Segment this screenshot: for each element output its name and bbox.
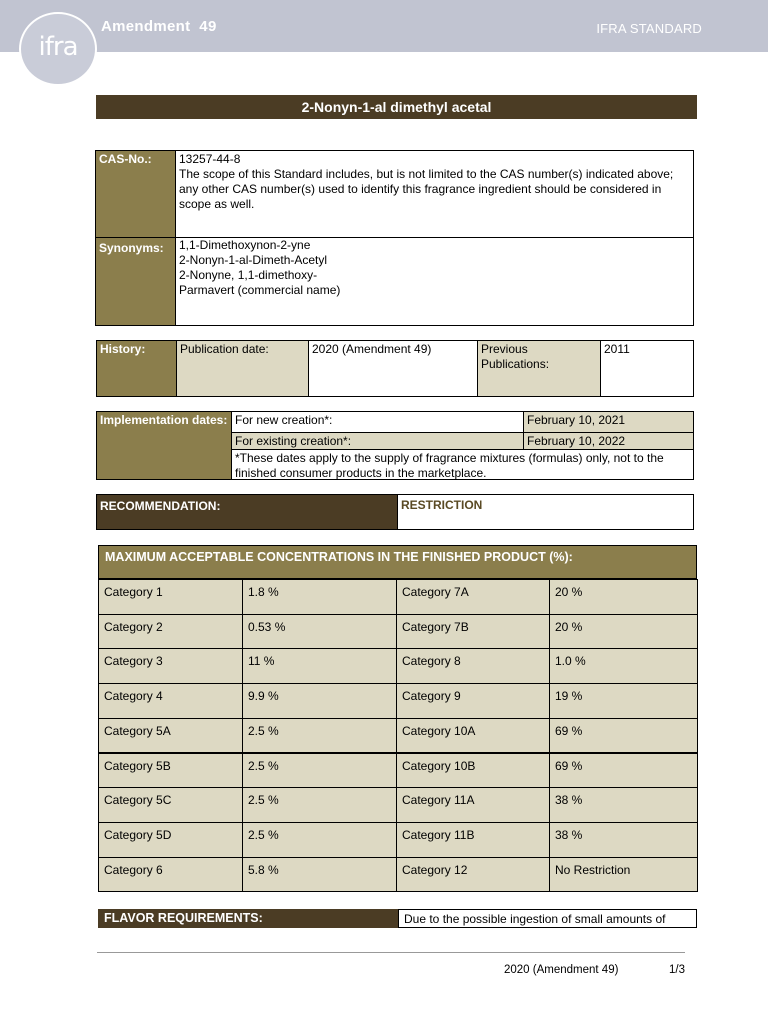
category-limit: 11 % [242, 648, 398, 684]
implementation-note: *These dates apply to the supply of fragrance mixtures (formulas) only, not to the finished consumer products in the marketplace. [231, 449, 694, 480]
synonyms-label: Synonyms: [95, 237, 176, 326]
new-creation-date: February 10, 2021 [523, 411, 694, 433]
category-limit: No Restriction [549, 857, 698, 893]
category-name: Category 8 [396, 648, 551, 684]
cas-content [175, 150, 694, 238]
category-name: Category 5C [98, 787, 244, 823]
category-name: Category 3 [98, 648, 244, 684]
previous-publications-label: Previous Publications: [477, 340, 601, 397]
flavor-requirements-text: Due to the possible ingestion of small amounts of [398, 909, 697, 928]
implementation-label: Implementation dates: [96, 411, 232, 480]
existing-creation-date: February 10, 2022 [523, 432, 694, 450]
publication-date-value: 2020 (Amendment 49) [308, 340, 478, 397]
category-name: Category 12 [396, 857, 551, 893]
category-limit: 2.5 % [242, 787, 398, 823]
cas-label: CAS-No.: [95, 150, 176, 238]
category-limit: 20 % [549, 579, 698, 615]
category-limit: 9.9 % [242, 683, 398, 719]
previous-publications-value: 2011 [600, 340, 694, 397]
category-limit: 20 % [549, 614, 698, 650]
category-limit: 1.8 % [242, 579, 398, 615]
footer-page-number: 1/3 [669, 964, 685, 976]
category-limit: 69 % [549, 718, 698, 754]
category-name: Category 1 [98, 579, 244, 615]
category-name: Category 9 [396, 683, 551, 719]
category-limit: 0.53 % [242, 614, 398, 650]
category-limit: 38 % [549, 787, 698, 823]
synonym-item: 2-Nonyne, 1,1-dimethoxy- [179, 268, 318, 282]
synonyms-content [175, 237, 694, 326]
synonym-item: 1,1-Dimethoxynon-2-yne [179, 238, 311, 252]
standard-label: IFRA STANDARD [596, 21, 702, 36]
footer-edition: 2020 (Amendment 49) [504, 964, 619, 976]
category-limit: 2.5 % [242, 822, 398, 858]
category-limit: 1.0 % [549, 648, 698, 684]
category-name: Category 7A [396, 579, 551, 615]
category-name: Category 5A [98, 718, 244, 754]
category-limit: 5.8 % [242, 857, 398, 893]
category-limit: 38 % [549, 822, 698, 858]
amendment-label: Amendment 49 [101, 18, 217, 35]
category-name: Category 11A [396, 787, 551, 823]
category-limit: 69 % [549, 753, 698, 789]
document-title: 2-Nonyn-1-al dimethyl acetal [96, 95, 697, 119]
category-name: Category 2 [98, 614, 244, 650]
category-name: Category 6 [98, 857, 244, 893]
category-name: Category 5D [98, 822, 244, 858]
category-name: Category 5B [98, 753, 244, 789]
synonym-item: 2-Nonyn-1-al-Dimeth-Acetyl [179, 253, 328, 267]
category-name: Category 7B [396, 614, 551, 650]
existing-creation-label: For existing creation*: [231, 432, 524, 450]
footer-divider [97, 952, 685, 953]
logo-text: ifra [38, 32, 78, 62]
category-limit: 19 % [549, 683, 698, 719]
category-name: Category 11B [396, 822, 551, 858]
cas-scope-note: The scope of this Standard includes, but is not limited to the CAS number(s) indicated above; any other CAS number(s) used to identify this fragrance ingredient should be considered in scope as well. [179, 167, 674, 211]
category-name: Category 10A [396, 718, 551, 754]
recommendation-value: RESTRICTION [397, 494, 694, 530]
recommendation-label: RECOMMENDATION: [96, 494, 398, 530]
publication-date-label: Publication date: [176, 340, 309, 397]
category-name: Category 10B [396, 753, 551, 789]
ifra-logo [19, 12, 97, 86]
category-limit: 2.5 % [242, 753, 398, 789]
mac-table-title: MAXIMUM ACCEPTABLE CONCENTRATIONS IN THE FINISHED PRODUCT (%): [98, 545, 697, 579]
category-limit: 2.5 % [242, 718, 398, 754]
new-creation-label: For new creation*: [231, 411, 524, 433]
flavor-requirements-label: FLAVOR REQUIREMENTS: [98, 909, 398, 928]
history-label: History: [96, 340, 177, 397]
category-name: Category 4 [98, 683, 244, 719]
cas-number: 13257-44-8 [179, 152, 241, 166]
synonym-item: Parmavert (commercial name) [179, 283, 341, 297]
